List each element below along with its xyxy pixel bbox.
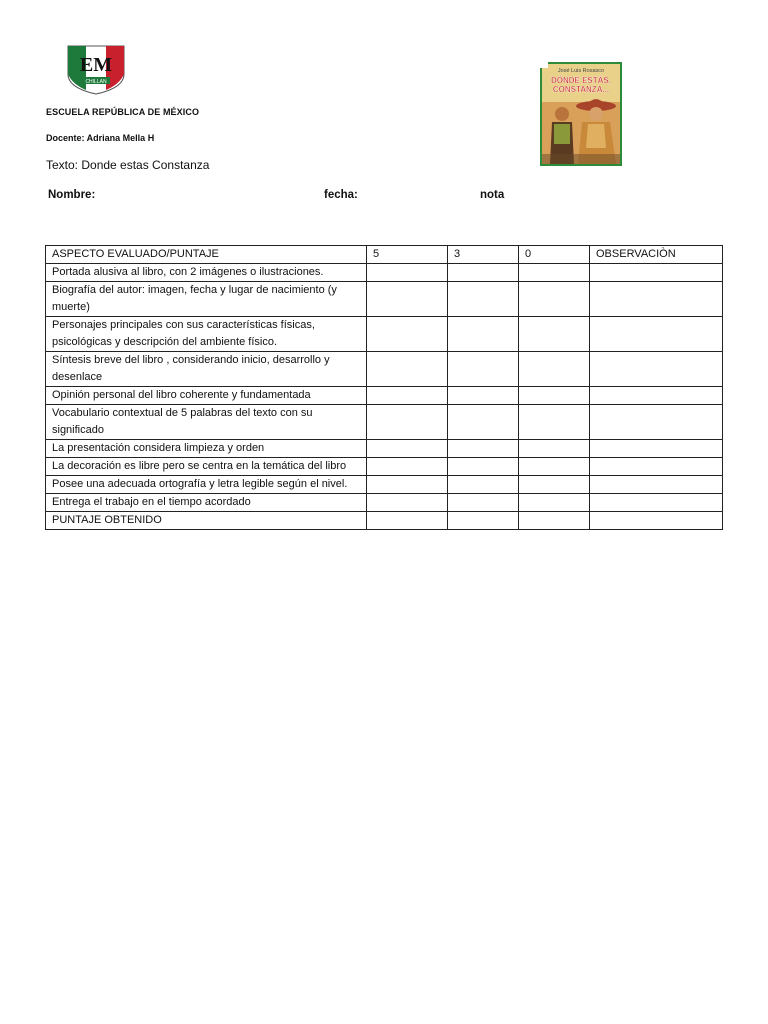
row-aspect: Síntesis breve del libro , considerando inicio, desarrollo y desenlace (46, 352, 367, 387)
table-row (46, 282, 723, 317)
score-5-cell[interactable] (367, 494, 448, 512)
row-aspect: Opinión personal del libro coherente y fundamentada (46, 387, 367, 405)
evaluation-rubric-table (45, 245, 723, 530)
fecha-field-label: fecha: (324, 189, 358, 201)
header-score-3: 3 (448, 246, 519, 264)
score-5-cell[interactable] (367, 282, 448, 317)
score-5-cell[interactable] (367, 352, 448, 387)
table-row (46, 405, 723, 440)
table-row (46, 494, 723, 512)
school-name: ESCUELA REPÚBLICA DE MÉXICO (46, 107, 200, 117)
table-row (46, 476, 723, 494)
score-3-cell[interactable] (448, 458, 519, 476)
score-3-cell[interactable] (448, 405, 519, 440)
score-5-cell[interactable] (367, 405, 448, 440)
score-3-cell[interactable] (448, 494, 519, 512)
table-row (46, 317, 723, 352)
cover-title-line2: CONSTANZA... (552, 85, 610, 94)
score-5-cell[interactable] (367, 512, 448, 530)
table-total-row (46, 512, 723, 530)
row-aspect: Vocabulario contextual de 5 palabras del texto con su significado (46, 405, 367, 440)
observation-cell[interactable] (590, 352, 723, 387)
score-0-cell[interactable] (519, 494, 590, 512)
score-0-cell[interactable] (519, 387, 590, 405)
header-score-0: 0 (519, 246, 590, 264)
score-0-cell[interactable] (519, 476, 590, 494)
header-observation: OBSERVACIÒN (590, 246, 723, 264)
score-3-cell[interactable] (448, 317, 519, 352)
row-aspect: Personajes principales con sus características físicas, psicológicas y descripción del ambiente físico. (46, 317, 367, 352)
table-row (46, 387, 723, 405)
score-3-cell[interactable] (448, 387, 519, 405)
header-score-5: 5 (367, 246, 448, 264)
school-crest-logo (66, 44, 126, 96)
table-row (46, 440, 723, 458)
row-aspect: Entrega el trabajo en el tiempo acordado (46, 494, 367, 512)
observation-cell[interactable] (590, 282, 723, 317)
score-5-cell[interactable] (367, 264, 448, 282)
nombre-field-label: Nombre: (48, 189, 96, 201)
observation-cell[interactable] (590, 405, 723, 440)
observation-cell[interactable] (590, 494, 723, 512)
score-3-cell[interactable] (448, 264, 519, 282)
score-0-cell[interactable] (519, 440, 590, 458)
score-3-cell[interactable] (448, 282, 519, 317)
score-5-cell[interactable] (367, 458, 448, 476)
crest-subtext: CHILLAN (85, 79, 107, 85)
teacher-name: Docente: Adriana Mella H (46, 133, 155, 143)
row-aspect: Biografía del autor: imagen, fecha y lugar de nacimiento (y muerte) (46, 282, 367, 317)
book-title-label: Texto: Donde estas Constanza (46, 158, 210, 172)
score-5-cell[interactable] (367, 387, 448, 405)
observation-cell[interactable] (590, 264, 723, 282)
total-score-label: PUNTAJE OBTENIDO (46, 512, 367, 530)
crest-letters: EM (79, 54, 113, 76)
score-5-cell[interactable] (367, 476, 448, 494)
score-5-cell[interactable] (367, 317, 448, 352)
book-cover-image (540, 62, 622, 166)
score-0-cell[interactable] (519, 405, 590, 440)
observation-cell[interactable] (590, 387, 723, 405)
score-0-cell[interactable] (519, 317, 590, 352)
header-aspect: ASPECTO EVALUADO/PUNTAJE (46, 246, 367, 264)
score-3-cell[interactable] (448, 512, 519, 530)
score-3-cell[interactable] (448, 476, 519, 494)
table-row (46, 458, 723, 476)
observation-cell[interactable] (590, 317, 723, 352)
observation-cell[interactable] (590, 476, 723, 494)
observation-cell[interactable] (590, 440, 723, 458)
row-aspect: La decoración es libre pero se centra en la temática del libro (46, 458, 367, 476)
table-row (46, 352, 723, 387)
cover-author: José Luis Rosasco (557, 68, 605, 74)
score-0-cell[interactable] (519, 264, 590, 282)
score-0-cell[interactable] (519, 512, 590, 530)
table-header-row (46, 246, 723, 264)
cover-title-line1: DÓNDE ESTÁS, (550, 76, 612, 85)
score-5-cell[interactable] (367, 440, 448, 458)
row-aspect: La presentación considera limpieza y orden (46, 440, 367, 458)
nota-field-label: nota (480, 189, 505, 201)
table-row (46, 264, 723, 282)
score-0-cell[interactable] (519, 458, 590, 476)
observation-cell[interactable] (590, 512, 723, 530)
score-0-cell[interactable] (519, 282, 590, 317)
row-aspect: Portada alusiva al libro, con 2 imágenes o ilustraciones. (46, 264, 367, 282)
score-3-cell[interactable] (448, 352, 519, 387)
row-aspect: Posee una adecuada ortografía y letra legible según el nivel. (46, 476, 367, 494)
score-0-cell[interactable] (519, 352, 590, 387)
observation-cell[interactable] (590, 458, 723, 476)
score-3-cell[interactable] (448, 440, 519, 458)
